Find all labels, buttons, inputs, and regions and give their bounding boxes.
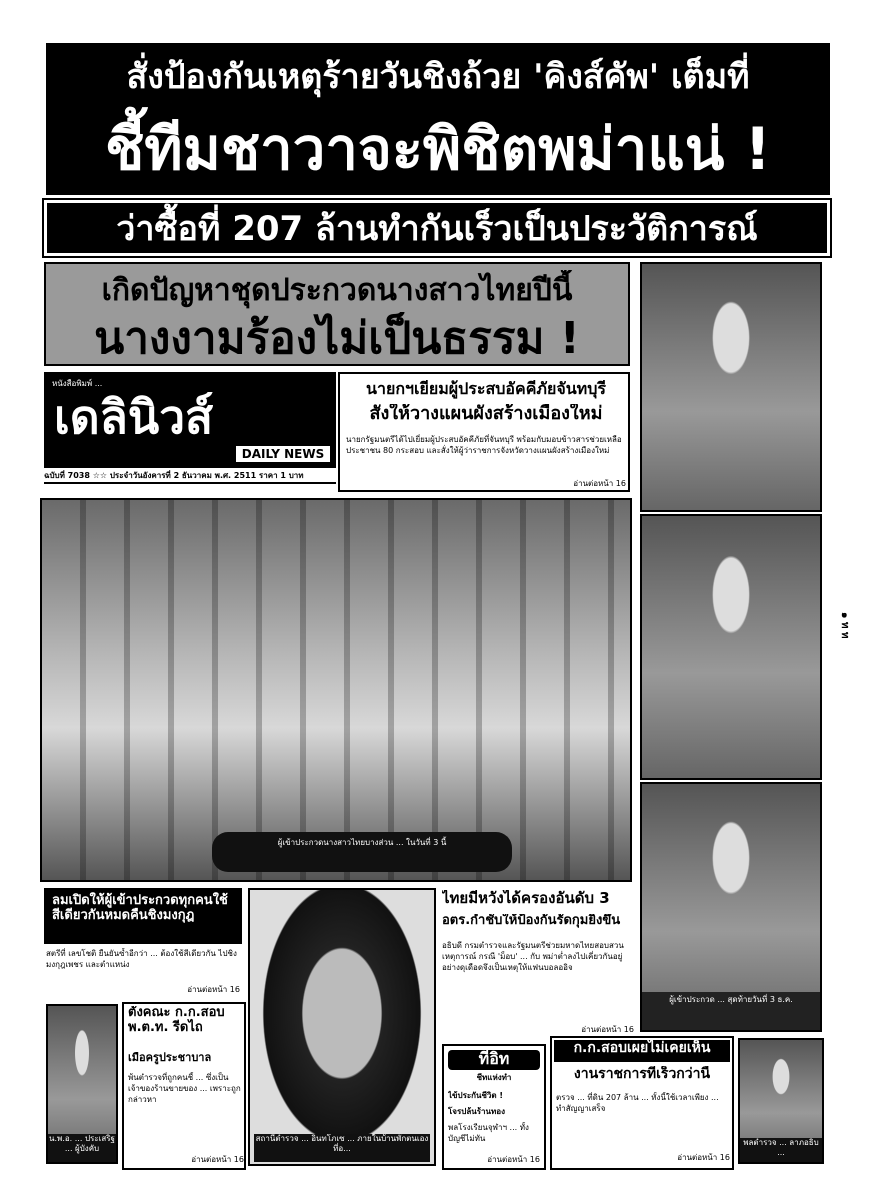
ad-box-title: ที่อิท: [448, 1050, 540, 1070]
ad-box-more: อ่านต่อหน้า 16: [487, 1155, 540, 1164]
story-inspection-body: ตรวจ ... ที่ดิน 207 ล้าน ... ทั้งนี้ใช้เวลาเพียง ... ทำสัญญาเสร็จ: [556, 1093, 719, 1113]
portrait-center-caption: สถานีตำรวจ ... อินทโภเซ ... ภายในบ้านพักตนเองที่อ...: [254, 1134, 430, 1162]
side-vertical-note: ๑ ท ท: [839, 612, 850, 639]
side-photo-1: [640, 262, 822, 512]
story-committee: [122, 1002, 246, 1170]
top-headline: สั่งป้องกันเหตุร้ายวันชิงถ้วย 'คิงส์คัพ' เต็มที่: [126, 57, 750, 97]
portrait-right: [738, 1038, 824, 1164]
story-thai-bid-more: อ่านต่อหน้า 16: [581, 1025, 634, 1034]
main-photo-caption: ผู้เข้าประกวดนางสาวไทยบางส่วน ... ในวันที่ 3 นี้: [212, 832, 512, 872]
story-thai-bid-headline-1: ไทยมีหวังได้ครองอันดับ 3: [442, 890, 610, 907]
story-committee-more: อ่านต่อหน้า 16: [191, 1155, 244, 1164]
story-committee-body: พ้นตำรวจที่ถูกคนชี้ ... ซึ่งเป็นเจ้าของร้านขายของ ... เพราะถูกกล่าวหา: [128, 1073, 241, 1104]
pageant-headline-1: เกิดปัญหาชุดประกวดนางสาวไทยปีนี้: [101, 272, 573, 308]
story-inspection: [550, 1036, 734, 1170]
story-pm-headline-1: นายกฯเยี่ยมผู้ประสบอัคคีภัยจันทบุรี: [366, 380, 606, 398]
story-committee-headline: ตั้งคณะ ก.ก.สอบ พ.ต.ท. รีดไถ: [128, 1006, 225, 1035]
top-headline-band: [46, 43, 830, 195]
portrait-right-caption: พลตำรวจ ... ลาภอธิบ ...: [740, 1138, 822, 1162]
story-thai-bid: [440, 888, 636, 1040]
second-headline: ว่าซื้อที่ 207 ล้านทำกันเร็วเป็นประวัติการณ์: [44, 200, 830, 256]
story-committee-sub: เมื่อครูประชาบาล: [128, 1052, 212, 1064]
story-pm: [338, 372, 630, 492]
masthead-title: เดลินิวส์: [54, 390, 214, 444]
main-photo-pageant: [40, 498, 632, 882]
portrait-center: [248, 888, 436, 1166]
pageant-headline-2: นางงามร้องไม่เป็นธรรม !: [94, 313, 580, 364]
ad-box-subtitle: ชีทแห่งทำ: [476, 1073, 512, 1082]
story-thai-bid-headline-2: อตร.กำชับให้ป้องกันรัดกุมยิ่งขึ้น: [442, 914, 621, 928]
portrait-left-caption: น.พ.อ. ... ประเสริฐ ... ผู้บังคับ: [48, 1134, 116, 1162]
pageant-headline-box: [44, 262, 630, 366]
ad-box-line-1: ไข้ประกันชีวิต !: [448, 1091, 504, 1100]
masthead: [44, 372, 336, 468]
story-inspection-headline-2: งานราชการที่เร็วกว่านี้: [573, 1066, 711, 1082]
story-pm-more: อ่านต่อหน้า 16: [573, 479, 626, 488]
story-inspection-headline-1: ก.ก.สอบเผยไม่เคยเห็น: [554, 1040, 730, 1062]
ad-box-line-2: โจรปล้นร้านทอง: [448, 1107, 505, 1116]
story-inspection-more: อ่านต่อหน้า 16: [677, 1153, 730, 1162]
side-photo-2: [640, 514, 822, 780]
masthead-tagline: หนังสือพิมพ์ ...: [52, 379, 103, 388]
story-pm-body: นายกรัฐมนตรีได้ไปเยี่ยมผู้ประสบอัคคีภัยที่จันทบุรี พร้อมกับมอบข้าวสารช่วยเหลือประชาชน 80 กระสอบ และสั่งให้ผู้ว่าราชการจังหวัดวางแผนผังสร้างเมืองใหม่: [346, 435, 622, 455]
ad-box-body: พลโรงเรียนจุฬาฯ ... ทั้งบัญชีไม่ทัน: [448, 1123, 529, 1143]
side-photo-caption: ผู้เข้าประกวด ... สุดท้ายวันที่ 3 ธ.ค.: [642, 992, 820, 1030]
main-headline: ชี้ทีมชาวาจะพิชิตพม่าแน่ !: [104, 114, 771, 183]
story-queen-body: สตรีที่ เลขโชติ ยืนยันซ้ำอีกว่า ... ต้องใช้สีเดียวกัน ไปชิงมงกุฎเพชร และตำแหน่ง: [46, 949, 237, 969]
portrait-left: [46, 1004, 118, 1164]
story-thai-bid-body: อธิบดี กรมตำรวจและรัฐมนตรีช่วยมหาดไทยสอบสวนเหตุการณ์ กรณี 'ม็อบ' ... กับ พม่าต่ำลงไปเคี่ยวกันอยู่อย่างดุเดือดจึงเป็นเหตุให้แฟนบอลออิจ: [442, 941, 624, 972]
story-queen-headline: ลมเปิดให้ผู้เข้าประกวดทุกคนใช้สีเดียวกันหมดคืนชิงมงกุฎ: [44, 888, 242, 944]
story-queen-more: อ่านต่อหน้า 16: [187, 985, 240, 994]
story-queen: [44, 888, 242, 998]
story-pm-headline-2: สั่งให้วางแผนผังสร้างเมืองใหม่: [369, 404, 603, 424]
issue-line: ฉบับที่ 7038 ☆☆ ประจำวันอังคารที่ 2 ธันวาคม พ.ศ. 2511 ราคา 1 บาท: [44, 470, 336, 484]
side-photo-3: [640, 782, 822, 1032]
ad-box: [442, 1044, 546, 1170]
masthead-title-en: DAILY NEWS: [236, 446, 330, 462]
